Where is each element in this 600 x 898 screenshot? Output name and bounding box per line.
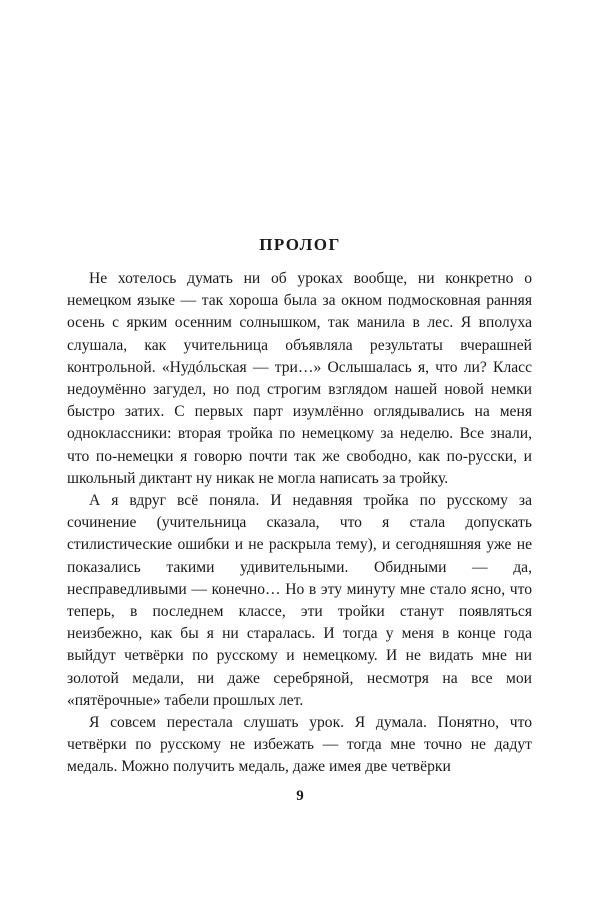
paragraph: Я совсем перестала слушать урок. Я думала. Понятно, что четвёрки по русскому не избежать — тогда мне точно не дадут медаль. Можно получить медаль, даже имея две четвёрки xyxy=(67,714,532,776)
page-number: 9 xyxy=(296,788,304,804)
body-text xyxy=(67,268,532,779)
paragraph: Не хотелось думать ни об уроках вообще, ни конкретно о немецком языке — так хороша была за окном подмосковная ранняя осень с ярким осенним солнышком, так манила в лес. Я вполуха слушала, как учительница объявляла результаты вчерашней контрольной. «Нудóльская — три…» Ослышалась я, что ли? Класс недоумённо загудел, но под строгим взглядом нашей новой немки быстро затих. С первых парт изумлённо оглядывались на меня одноклассники: вторая тройка по немецкому за неделю. Все знали, что по-немецки я говорю почти так же свободно, как по-русски, и школьный диктант ну никак не могла написать за тройку. xyxy=(67,270,532,487)
paragraph: А я вдруг всё поняла. И недавняя тройка по русскому за сочинение (учительница сказала, что я стала допускать стилистические ошибки и не раскрыла тему), и сегодняшняя уже не показались такими удивительными. Обидными — да, несправедливыми — конечно… Но в эту минуту мне стало ясно, что теперь, в последнем классе, эти тройки станут появляться неизбежно, как бы я ни старалась. И тогда у меня в конце года выйдут четвёрки по русскому и немецкому. И не видать мне ни золотой медали, ни даже серебряной, несмотря на все мои «пятёрочные» табели прошлых лет. xyxy=(67,492,532,709)
chapter-title: ПРОЛОГ xyxy=(259,235,341,254)
